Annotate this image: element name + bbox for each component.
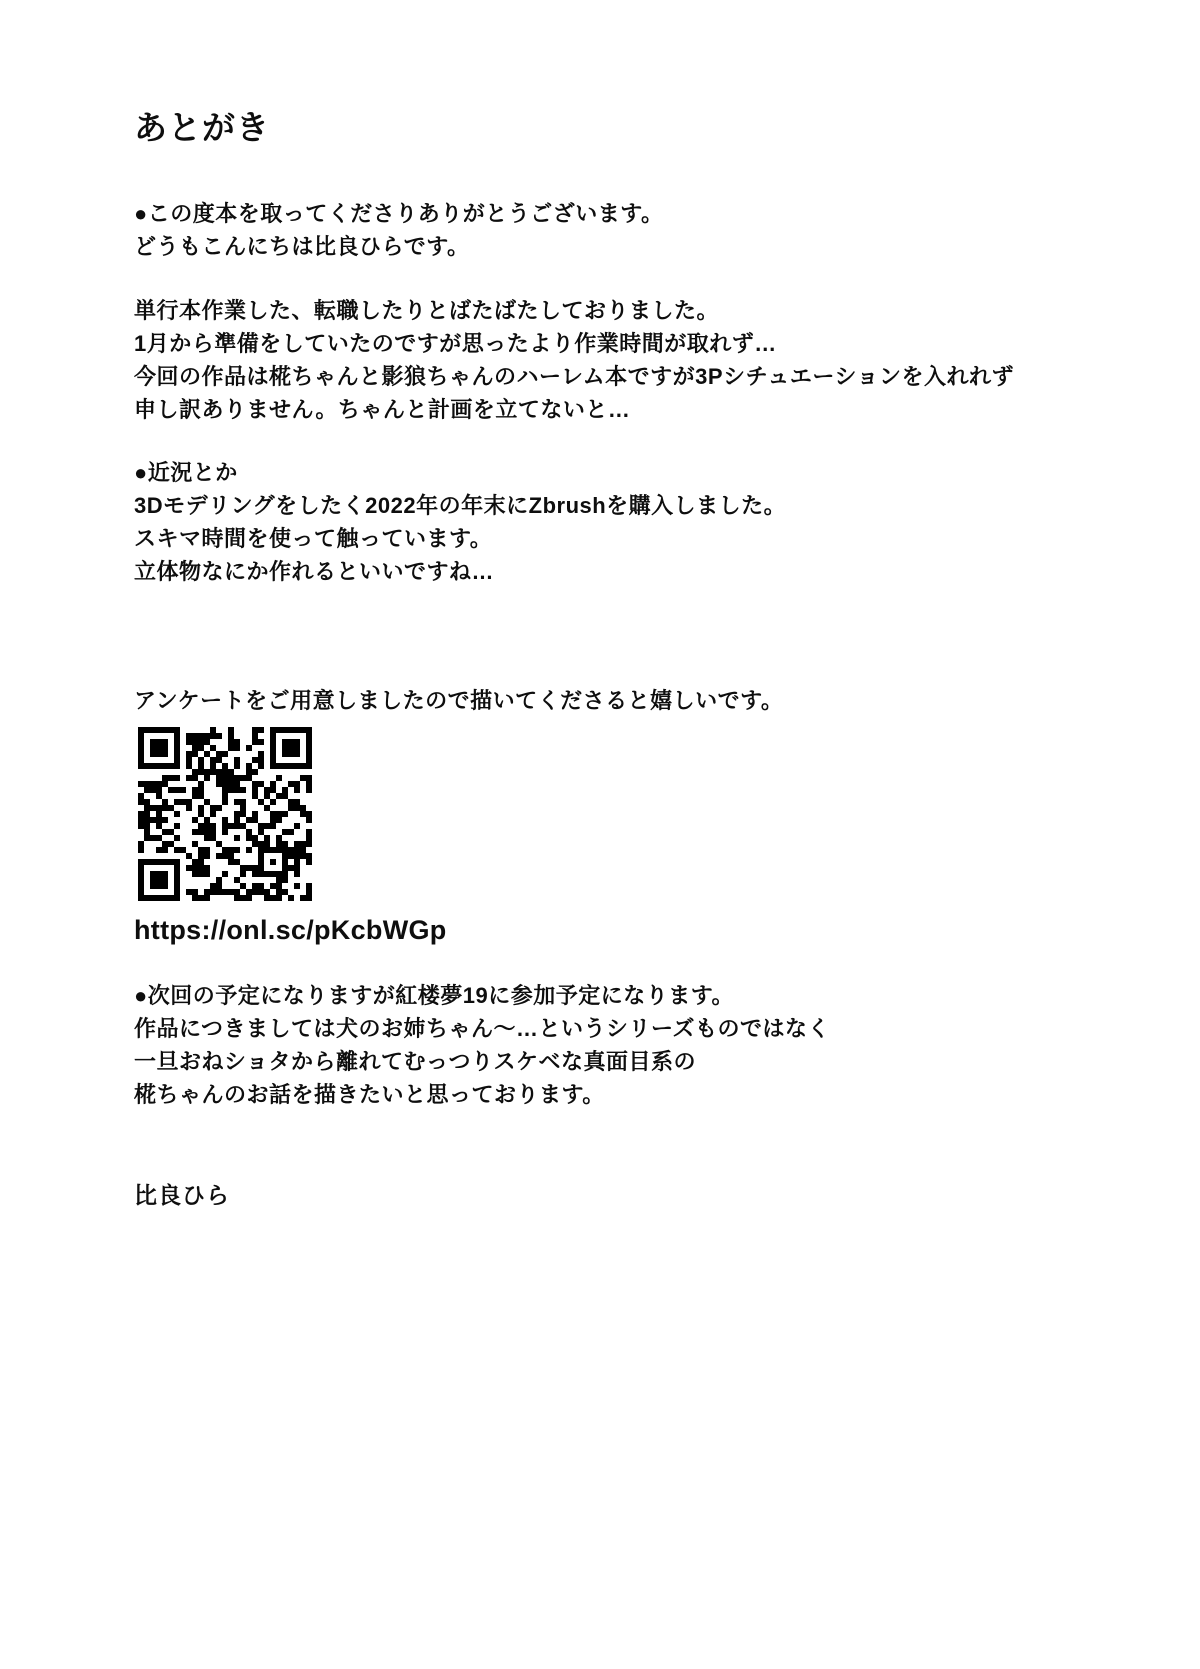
recent-news-paragraph	[134, 456, 1140, 588]
qr-code-icon	[138, 727, 312, 901]
author-signature: 比良ひら	[134, 1182, 230, 1208]
text-line: 椛ちゃんのお話を描きたいと思っております。	[134, 1082, 605, 1107]
text-line: ●この度本を取ってくださりありがとうございます。	[134, 201, 664, 226]
greeting-paragraph	[134, 197, 1140, 263]
text-line: アンケートをご用意しましたので描いてくださると嬉しいです。	[134, 688, 784, 713]
text-line: 1月から準備をしていたのですが思ったより作業時間が取れず…	[134, 331, 777, 356]
next-plans-paragraph	[134, 979, 1140, 1111]
text-line: 一旦おねショタから離れてむっつりスケベな真面目系の	[134, 1049, 697, 1074]
text-line: 単行本作業した、転職したりとばたばたしておりました。	[134, 298, 720, 323]
text-line: 立体物なにか作れるといいですね…	[134, 559, 495, 584]
text-line: ●次回の予定になりますが紅楼夢19に参加予定になります。	[134, 983, 735, 1008]
text-line: 今回の作品は椛ちゃんと影狼ちゃんのハーレム本ですが3Pシチュエーションを入れれず	[134, 364, 1015, 389]
survey-qr-block	[138, 727, 312, 901]
text-line: 作品につきましては犬のお姉ちゃん〜…というシリーズものではなく	[134, 1016, 830, 1041]
text-line: 3Dモデリングをしたく2022年の年末にZbrushを購入しました。	[134, 493, 787, 518]
text-line: どうもこんにちは比良ひらです。	[134, 234, 470, 259]
busy-report-paragraph	[134, 294, 1140, 426]
page-title: あとがき	[134, 109, 270, 146]
section-heading: ●近況とか	[134, 460, 238, 485]
text-line: 申し訳ありません。ちゃんと計画を立てないと…	[134, 397, 631, 422]
text-line: スキマ時間を使って触っています。	[134, 526, 493, 551]
survey-url: https://onl.sc/pKcbWGp	[134, 915, 447, 945]
survey-invite-paragraph	[134, 684, 1140, 717]
